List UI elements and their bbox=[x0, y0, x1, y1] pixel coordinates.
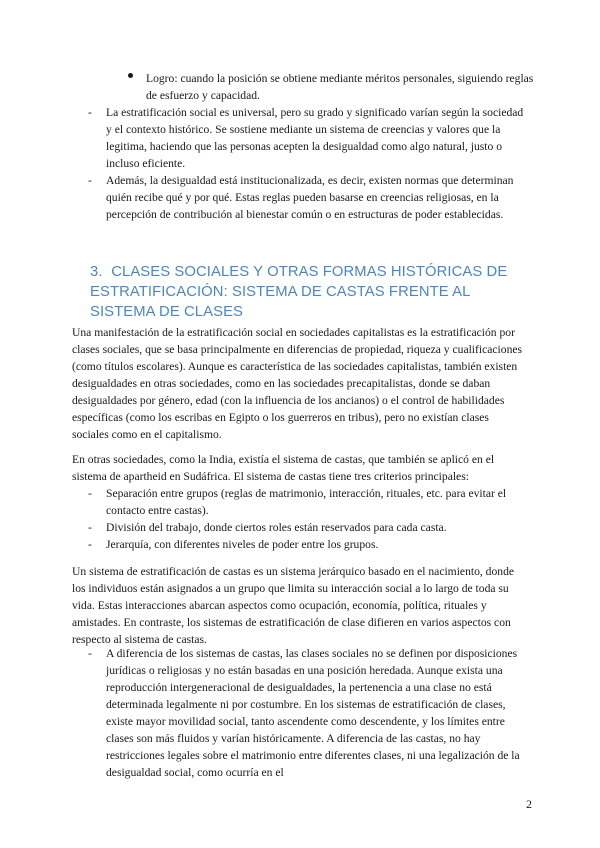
paragraph-2: En otras sociedades, como la India, existía el sistema de castas, que también se aplicó en el sistema de apartheid en Sudáfrica. El sistema de castas tiene tres criterios principales: bbox=[72, 453, 495, 483]
list-item-text: A diferencia de los sistemas de castas, las clases sociales no se definen por disposiciones jurídicas o religiosas y no están basadas en una posición heredada. Aunque exista una reproducción intergeneracional de desigualdades, la pertenencia a una clase no está determinada legalmente ni por costumbre. En los sistemas de estratificación de clases, existe mayor movilidad social, tanto ascendente como descendente, y los límites entre clases son más fluidos y varían históricamente. A diferencia de las castas, no hay restricciones legales sobre el matrimonio entre diferentes clases, ni una legalización de la desigualdad social, como ocurría en el bbox=[106, 647, 520, 779]
list-item bbox=[88, 536, 526, 553]
list-item-text: División del trabajo, donde ciertos roles están reservados para cada casta. bbox=[106, 521, 447, 534]
list-item bbox=[88, 172, 526, 223]
dash-list-b bbox=[88, 485, 526, 553]
paragraph-3: Un sistema de estratificación de castas es un sistema jerárquico basado en el nacimiento, donde los individuos están asignados a un grupo que limita su interacción social a lo largo de toda su vida. Estas interacciones abarcan aspectos como ocupación, economía, política, rituales y amistades. En contraste, los sistemas de estratificación de clase difieren en varios aspectos con respecto al sistema de castas. bbox=[72, 565, 515, 646]
paragraph-1: Una manifestación de la estratificación social en sociedades capitalistas es la estratificación por clases sociales, que se basa principalmente en diferencias de propiedad, riqueza y cualificaciones (como títulos escolares). Aunque es característica de las sociedades capitalistas, también existen desigualdades en otras sociedades, como en las sociedades precapitalistas, donde se daban desigualdades por género, edad (con la influencia de los ancianos) o el control de habilidades específicas (como los escribas en Egipto o los guerreros en tribus), pero no existían clases sociales como en el capitalismo. bbox=[72, 326, 523, 441]
list-item-text: Separación entre grupos (reglas de matrimonio, interacción, rituales, etc. para evitar el contacto entre castas). bbox=[106, 487, 507, 517]
section-title: CLASES SOCIALES Y OTRAS FORMAS HISTÓRICAS DE ESTRATIFICACIÓN: SISTEMA DE CASTAS FRENTE AL SISTEMA DE CLASES bbox=[90, 264, 508, 321]
dash-icon: - bbox=[88, 106, 92, 119]
list-item-text: La estratificación social es universal, pero su grado y significado varían según la sociedad y el contexto histórico. Se sostiene mediante un sistema de creencias y valores que la legitima, haciendo que las personas acepten la desigualdad como algo natural, justo o incluso eficiente. bbox=[106, 106, 524, 170]
list-item-text: Además, la desigualdad está institucionalizada, es decir, existen normas que determinan quién recibe qué y por qué. Estas reglas pueden basarse en creencias religiosas, en la percepción de contribución al bienestar común o en estructuras de poder establecidas. bbox=[106, 174, 514, 221]
dash-icon: - bbox=[88, 174, 92, 187]
list-item bbox=[88, 104, 526, 172]
list-item-text: Jerarquía, con diferentes niveles de poder entre los grupos. bbox=[106, 538, 379, 551]
dash-icon: - bbox=[88, 538, 92, 551]
dash-icon: - bbox=[88, 647, 92, 660]
section-number: 3. bbox=[90, 264, 103, 281]
dash-icon: - bbox=[88, 521, 92, 534]
dash-list-c bbox=[88, 645, 526, 781]
list-item bbox=[88, 645, 526, 781]
dash-list-a bbox=[88, 104, 526, 223]
bullet-dot-icon bbox=[128, 73, 133, 78]
list-item bbox=[88, 519, 526, 536]
section-heading bbox=[90, 262, 530, 322]
dash-icon: - bbox=[88, 487, 92, 500]
page-number: 2 bbox=[526, 797, 532, 811]
sub-bullet-logro: Logro: cuando la posición se obtiene mediante méritos personales, siguiendo reglas de esfuerzo y capacidad. bbox=[146, 72, 534, 102]
list-item bbox=[88, 485, 526, 519]
